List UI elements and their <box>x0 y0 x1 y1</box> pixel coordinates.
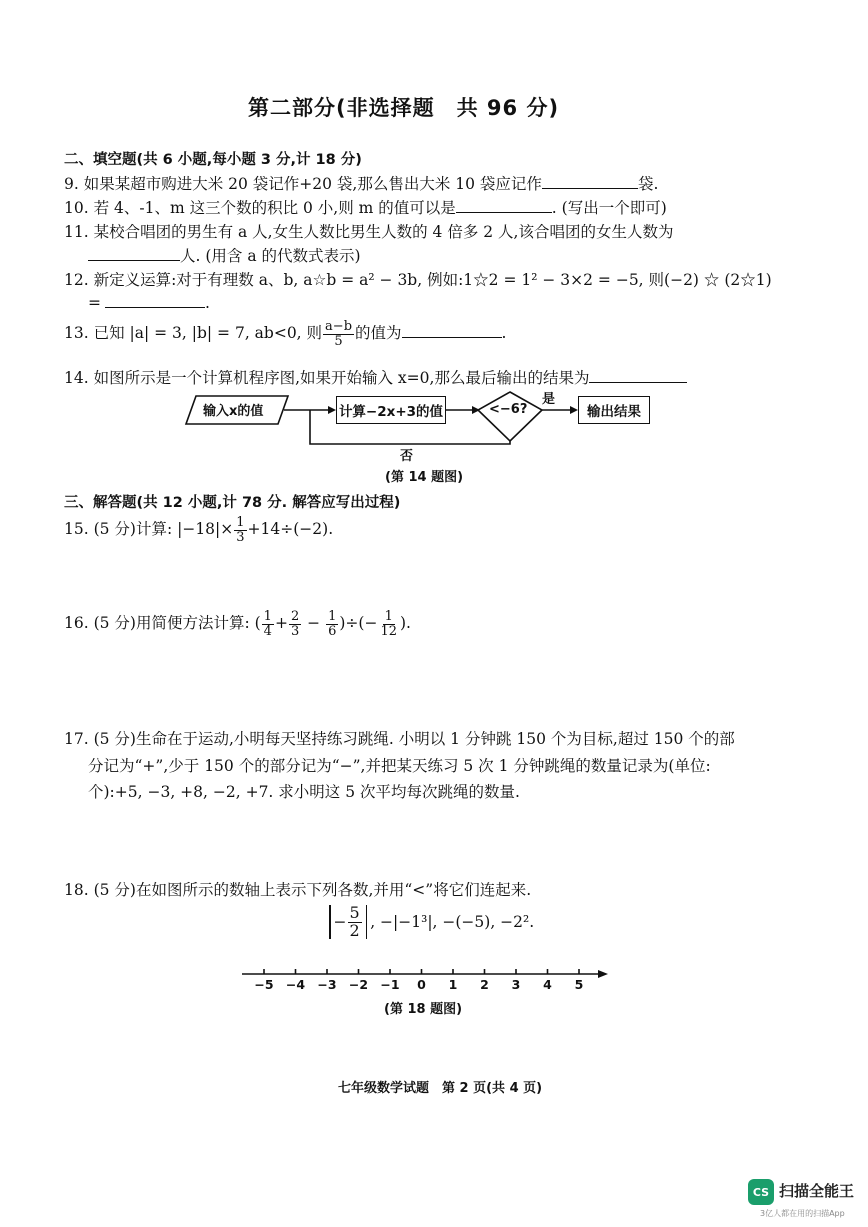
page-title: 第二部分(非选择题 共 96 分) <box>248 96 560 120</box>
q13-text-2: 的值为 <box>355 324 402 343</box>
q10-text: 10. 若 4、-1、m 这三个数的积比 0 小,则 m 的值可以是 <box>64 199 456 217</box>
fraction-denominator: 2 <box>349 920 360 940</box>
section-heading-solve: 三、解答题(共 12 小题,计 78 分. 解答应写出过程) <box>64 495 401 511</box>
question-12-line1: 12. 新定义运算:对于有理数 a、b, a☆b = a² − 3b, 例如:1☆2 = 1² − 3×2 = −5, 则(−2) ☆ (2☆1) <box>64 271 772 289</box>
fraction-numerator: 2 <box>290 609 300 624</box>
fraction-denominator: 3 <box>236 529 245 545</box>
fraction-numerator: 1 <box>236 515 245 530</box>
q9-text: 9. 如果某超市购进大米 20 袋记作+20 袋,那么售出大米 10 袋应记作 <box>64 175 542 193</box>
question-13 <box>64 320 506 348</box>
fraction-denominator: 4 <box>263 623 272 639</box>
flowchart-yes-label: 是 <box>542 392 556 407</box>
tick-label: 4 <box>543 977 552 992</box>
tick-label: 0 <box>417 977 426 992</box>
flowchart-output-box: 输出结果 <box>578 396 650 424</box>
q13-fraction <box>323 320 354 348</box>
answer-blank <box>88 246 180 261</box>
question-18-numbers <box>326 905 534 940</box>
q16-fraction-1 <box>262 610 274 638</box>
q16-fraction-3 <box>326 610 338 638</box>
q16-fraction-2 <box>289 610 301 638</box>
flowchart-no-label: 否 <box>400 449 414 464</box>
q9-unit: 袋. <box>637 175 659 193</box>
question-18-line1: 18. (5 分)在如图所示的数轴上表示下列各数,并用“<”将它们连起来. <box>64 881 532 899</box>
tick-label: −5 <box>254 977 274 992</box>
tick-label: 5 <box>574 977 584 992</box>
fraction-denominator: 6 <box>328 623 337 639</box>
q16-plus: + <box>274 614 288 633</box>
tick-label: 3 <box>511 977 521 992</box>
question-12-line2 <box>88 293 210 312</box>
q16-divide: )÷(− <box>339 614 378 633</box>
question-11-line2 <box>88 244 361 266</box>
q16-text: 16. (5 分)用简便方法计算: ( <box>64 614 261 633</box>
scanner-logo: CS <box>748 1179 774 1205</box>
scanner-tagline: 3亿人都在用的扫描App <box>760 1209 845 1218</box>
abs-bar-right <box>366 905 368 939</box>
question-9 <box>64 172 658 194</box>
answer-blank <box>402 323 502 338</box>
number-line-arrow <box>598 970 608 978</box>
q10-note: . (写出一个即可) <box>551 199 667 217</box>
answer-blank <box>542 174 638 189</box>
tick-label: −1 <box>380 977 400 992</box>
answer-blank <box>456 198 552 213</box>
q12-equals: = <box>88 294 101 312</box>
fraction-numerator: 5 <box>349 903 360 922</box>
abs-minus: − <box>333 913 347 932</box>
answer-blank <box>105 293 205 308</box>
q18-fraction <box>348 905 362 940</box>
flowchart-compute-box: 计算−2x+3的值 <box>336 396 446 424</box>
flowchart-condition-label: <−6? <box>489 402 528 417</box>
numberline-caption: (第 18 题图) <box>384 1002 463 1017</box>
abs-bar-left <box>329 905 331 939</box>
fraction-numerator: 1 <box>328 609 337 624</box>
section-heading-fill-in: 二、填空题(共 6 小题,每小题 3 分,计 18 分) <box>64 152 362 168</box>
q16-end: ). <box>399 614 411 633</box>
tick-label: −2 <box>348 977 369 992</box>
page-footer: 七年级数学试题 第 2 页(共 4 页) <box>338 1081 543 1096</box>
fraction-denominator: 12 <box>380 623 397 639</box>
q13-text: 13. 已知 |a| = 3, |b| = 7, ab<0, 则 <box>64 324 323 343</box>
q16-minus: − <box>302 614 326 633</box>
question-15 <box>64 516 333 544</box>
tick-label: 1 <box>448 977 458 992</box>
flowchart-input-label: 输入x的值 <box>203 404 264 419</box>
q12-period: . <box>205 294 210 312</box>
question-17-line3: 个):+5, −3, +8, −2, +7. 求小明这 5 次平均每次跳绳的数量. <box>88 783 520 801</box>
fraction-denominator: 5 <box>334 333 343 349</box>
tick-label: 2 <box>480 977 489 992</box>
question-10 <box>64 196 667 218</box>
q15-text: 15. (5 分)计算: |−18|× <box>64 520 234 539</box>
q15-text-2: +14÷(−2). <box>247 520 334 539</box>
fraction-denominator: 3 <box>290 623 300 639</box>
question-14 <box>64 366 687 388</box>
question-11-line1: 11. 某校合唱团的男生有 a 人,女生人数比男生人数的 4 倍多 2 人,该合唱团的女生人数为 <box>64 223 674 241</box>
flowchart-caption: (第 14 题图) <box>385 470 464 485</box>
q14-text: 14. 如图所示是一个计算机程序图,如果开始输入 x=0,那么最后输出的结果为 <box>64 369 590 387</box>
scanner-brand: 扫描全能王 <box>779 1182 855 1200</box>
fraction-numerator: 1 <box>263 609 272 624</box>
q18-numbers-rest: , −|−1³|, −(−5), −2². <box>370 913 535 932</box>
q13-period: . <box>501 324 507 343</box>
q11-text: 人. (用含 a 的代数式表示) <box>180 247 361 265</box>
q15-fraction <box>234 516 246 544</box>
question-17-line1: 17. (5 分)生命在于运动,小明每天坚持练习跳绳. 小明以 1 分钟跳 150 个为目标,超过 150 个的部 <box>64 730 735 748</box>
tick-label: −3 <box>317 977 337 992</box>
answer-blank <box>589 368 687 383</box>
tick-label: −4 <box>285 977 306 992</box>
question-16 <box>64 610 411 638</box>
fraction-numerator: a−b <box>325 319 353 334</box>
q16-fraction-4 <box>378 610 399 638</box>
question-17-line2: 分记为“+”,少于 150 个的部分记为“−”,并把某天练习 5 次 1 分钟跳绳的数量记录为(单位: <box>88 757 711 775</box>
fraction-numerator: 1 <box>384 609 393 624</box>
